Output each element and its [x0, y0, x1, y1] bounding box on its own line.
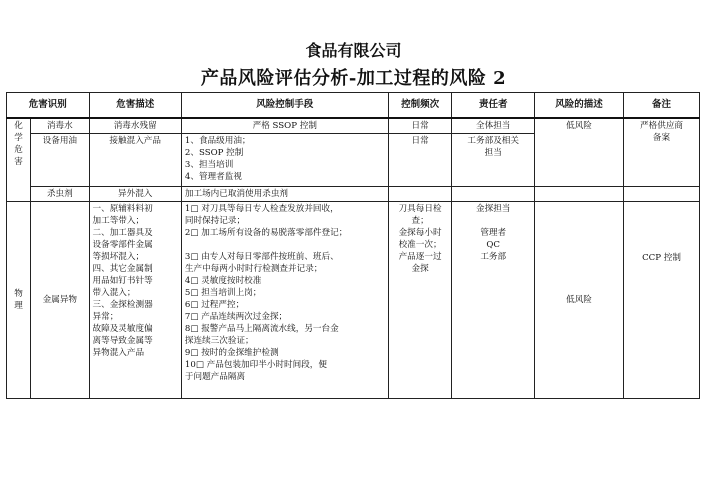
description-cell: 异外混入 — [89, 187, 181, 202]
frequency-cell: 刀具每日检 查； 金探每小时 校准一次； 产品逐一过 金探 — [388, 202, 452, 399]
description-cell: 消毒水残留 — [89, 118, 181, 134]
header-remark: 备注 — [624, 93, 700, 119]
frequency-cell — [388, 187, 452, 202]
header-risk-description: 风险的描述 — [534, 93, 623, 119]
responsible-cell — [452, 187, 534, 202]
control-cell: 1、食品级用油； 2、SSOP 控制 3、担当培训 4、管理者监视 — [181, 134, 388, 187]
frequency-cell: 日常 — [388, 118, 452, 134]
responsible-cell: 工务部及相关 担当 — [452, 134, 534, 187]
header-control-frequency: 控制频次 — [388, 93, 452, 119]
responsible-cell: 全体担当 — [452, 118, 534, 134]
identification-cell: 杀虫剂 — [31, 187, 89, 202]
category-chemical: 化 学 危 害 — [7, 118, 31, 202]
table-row — [7, 187, 700, 202]
description-cell: 接触混入产品 — [89, 134, 181, 187]
header-risk-control: 风险控制手段 — [181, 93, 388, 119]
header-hazard-identification: 危害识别 — [7, 93, 90, 119]
table-row — [7, 202, 700, 399]
header-hazard-description: 危害描述 — [89, 93, 181, 119]
category-physical: 物 理 — [7, 202, 31, 399]
identification-cell: 金属异物 — [31, 202, 89, 399]
remark-cell — [624, 187, 700, 202]
header-responsible: 责任者 — [452, 93, 534, 119]
table-header-row — [7, 93, 700, 119]
frequency-cell: 日常 — [388, 134, 452, 187]
risk-cell: 低风险 — [534, 202, 623, 399]
company-name: 食品有限公司 — [305, 41, 402, 60]
risk-cell — [534, 187, 623, 202]
control-cell: 严格 SSOP 控制 — [181, 118, 388, 134]
description-cell: 一、原辅料料初 加工等带入； 二、加工器具及 设备零部件金属 等损坏混入； 四、其它金属制 用品如钉书针等 带入混入； 三、金探检测器 异常； 故障及灵敏度偏 离等导致金属等 异物混入产品 — [89, 202, 181, 399]
table-row — [7, 118, 700, 134]
identification-cell: 设备用油 — [31, 134, 89, 187]
risk-table — [6, 92, 700, 399]
responsible-cell: 金探担当 管理者 QC 工务部 — [452, 202, 534, 399]
remark-cell: CCP 控制 — [624, 202, 700, 399]
identification-cell: 消毒水 — [31, 118, 89, 134]
control-cell: 1□ 对刀具等每日专人检查发放并回收， 同时保持记录； 2□ 加工场所有设备的易脱落零部件登记； 3□ 由专人对每日零部件按班前、班后、 生产中每两小时时行检测查并记录； 4□ 灵敏度按时校准 5□ 担当培训上岗； 6□ 过程严控； 7□ 产品连续两次过金探； 8□ 报警产品马上隔离流水线，另一台金 探连续三次验证； 9□ 按时的金探维护检测 10□ 产品包装加印半小时时间段，便 于问题产品隔离 — [181, 202, 388, 399]
document-title: 产品风险评估分析-加工过程的风险 2 — [200, 68, 507, 89]
control-cell: 加工场内已取消使用杀虫剂 — [181, 187, 388, 202]
risk-cell: 低风险 — [534, 118, 623, 187]
remark-cell: 严格供应商 备案 — [624, 118, 700, 187]
